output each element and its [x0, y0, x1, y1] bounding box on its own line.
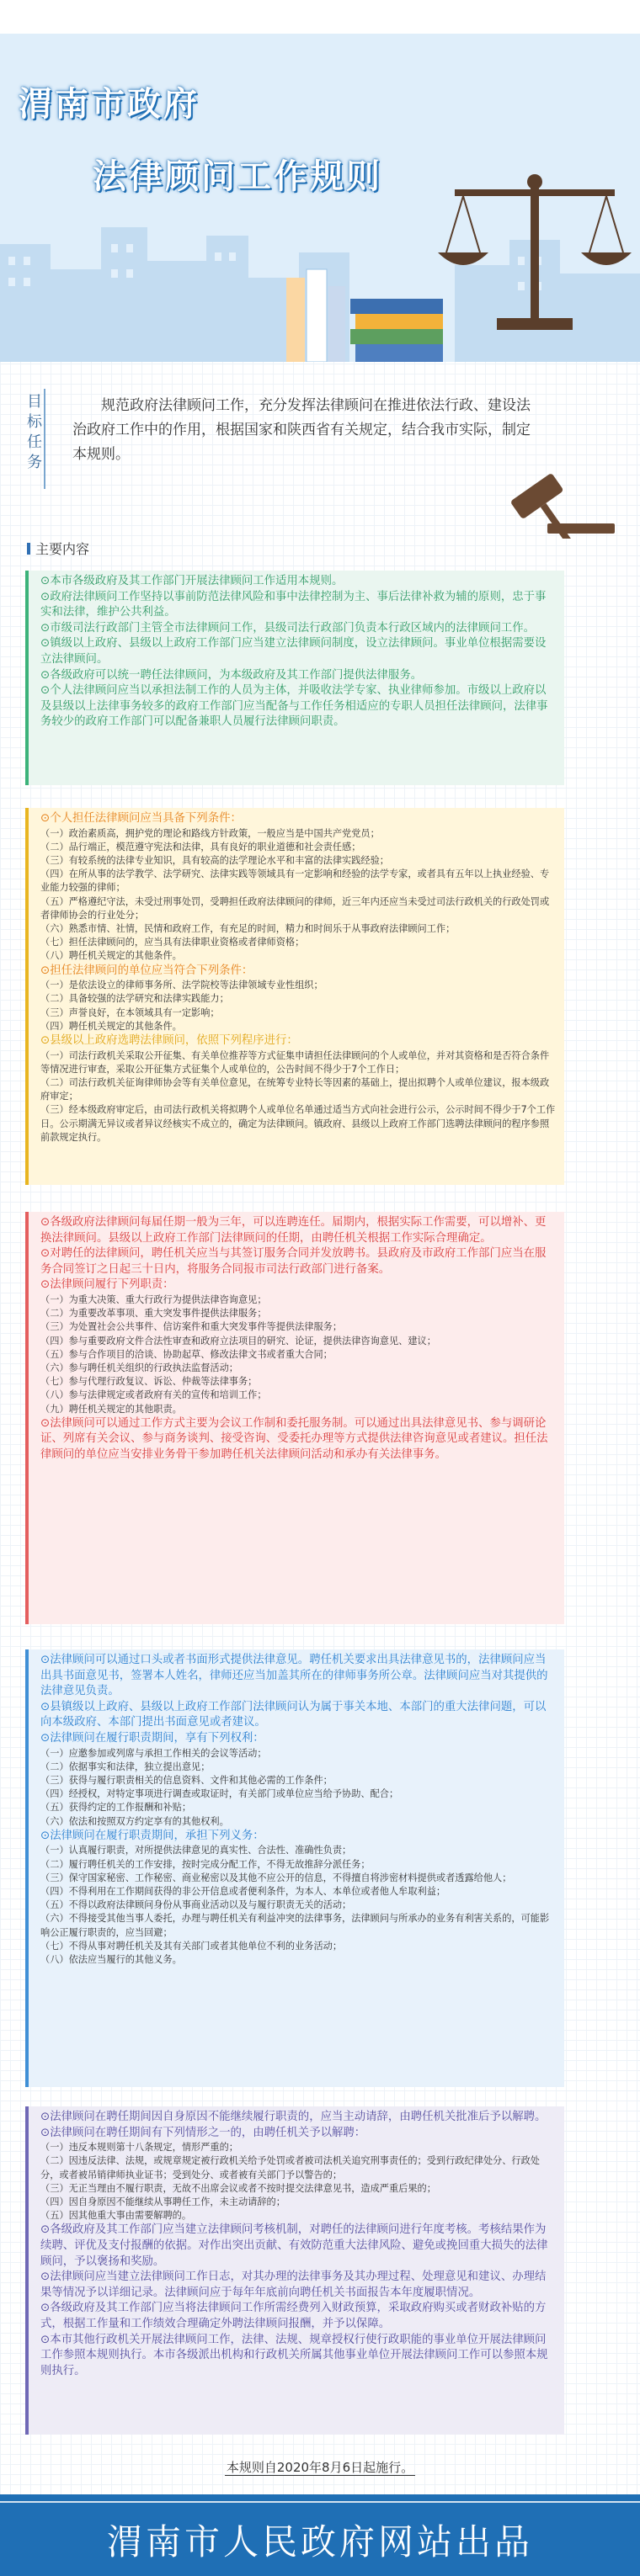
list-item: （一）为重大决策、重大行政行为提供法律咨询意见； — [40, 1293, 267, 1305]
paragraph: ⊙法律顾问可以通过口头或者书面形式提供法律意见。聘任机关要求出具法律意见书的，法律顾问应当出具书面意见书，签署本人姓名，律师还应当加盖其所在的律师事务所公章。法律顾问应当对其提供的法律意见负责。 — [40, 1654, 548, 1698]
list-item: （七）不得从事对聘任机关及其有关部门或者其他单位不利的业务活动； — [40, 1940, 343, 1952]
list-item: （四）聘任机关规定的其他条件。 — [40, 1020, 182, 1032]
list-item: （二）具备较强的法学研究和法律实践能力； — [40, 993, 229, 1005]
section-general-provisions — [25, 571, 564, 785]
list-item: （三）经本级政府审定后，由司法行政机关将拟聘个人或单位名单通过适当方式向社会进行公示，公示时间不得少于7个工作日。公示期满无异议或者异议经核实不成立的，确定为法律顾问。镇政府、县级以上政府工作部门选聘法律顾问的程序参照前款规定执行。 — [40, 1104, 556, 1143]
section-heading: ⊙法律顾问在聘任期间有下列情形之一的，由聘任机关予以解聘： — [40, 2126, 366, 2139]
gavel-icon — [497, 446, 623, 539]
list-item: （八）聘任机关规定的其他条件。 — [40, 950, 182, 962]
list-item: （一）司法行政机关采取公开征集、有关单位推荐等方式征集申请担任法律顾问的个人或单位，并对其资格和是否符合条件等情况进行审查，采取公开征集方式征集个人或单位的，公告时间不得少于7个工作日； — [40, 1049, 550, 1075]
title-city-government: 渭南市政府 — [19, 84, 200, 124]
list-item: （六）熟悉市情、社情，民情和政府工作，有充足的时间，精力和时间乐于从事政府法律顾问工作； — [40, 923, 456, 935]
target-label-char: 目 — [27, 393, 42, 411]
list-item: （一）是依法设立的律师事务所、法学院校等法律领域专业性组织； — [40, 980, 323, 991]
list-item: （三）有较系统的法律专业知识，具有较高的法学理论水平和丰富的法律实践经验； — [40, 855, 389, 866]
paragraph: ⊙本市其他行政机关开展法律顾问工作，法律、法规、规章授权行使行政职能的事业单位开展法律顾问工作参照本规则执行。本市各级派出机构和行政机关所属其他事业单位开展法律顾问工作可以参照本规则执行。 — [40, 2333, 548, 2377]
section-rights-and-obligations — [25, 1649, 564, 2087]
list-item: （二）品行端正，模范遵守宪法和法律，具有良好的职业道德和社会责任感； — [40, 841, 361, 852]
list-item: （二）履行聘任机关的工作安排，按时完成分配工作，不得无故推辞分派任务； — [40, 1858, 371, 1870]
paragraph: ⊙法律顾问应当建立法律顾问工作日志，对其办理的法律事务及其办理过程、处理意见和建议、办理结果等情况予以详细记录。法律顾问应于每年年底前向聘任机关书面报告本年度履职情况。 — [40, 2271, 547, 2299]
list-item: （九）聘任机关规定的其他职责。 — [40, 1403, 182, 1415]
paragraph: ⊙法律顾问可以通过工作方式主要为会议工作制和委托服务制。可以通过出具法律意见书、参与调研论证、列席有关会议、参与商务谈判、接受咨询、受委托办理等方式提供法律咨询意见或者建议。担任法律顾问的单位应当安排业务骨干参加聘任机关法律顾问活动和承办有关法律事务。 — [40, 1416, 548, 1461]
effective-date-text: 本规则自2020年8月6日起施行。 — [226, 2460, 414, 2475]
list-item: （六）不得接受其他当事人委托，办理与聘任机关有利益冲突的法律事务，法律顾问与所承办的业务有利害关系的，可能影响公正履行职责的，应当回避； — [40, 1913, 550, 1938]
paragraph: ⊙各级政府法律顾问每届任期一般为三年，可以连聘连任。届期内，根据实际工作需要，可以增补、更换法律顾问。县级以上政府工作部门法律顾问的任期，由聘任机关根据工作实际合理确定。 — [40, 1216, 547, 1245]
list-item: （七）参与代理行政复议、诉讼、仲裁等法律事务； — [40, 1376, 258, 1388]
list-item: （二）依据事实和法律，独立提出意见； — [40, 1761, 211, 1772]
scales-of-justice-icon — [438, 160, 632, 337]
main-content-title-text: 主要内容 — [35, 541, 90, 557]
list-item: （八）依法应当履行的其他义务。 — [40, 1954, 182, 1965]
list-item: （五）不得以政府法律顾问身份从事商业活动以及与履行职责无关的活动； — [40, 1899, 352, 1911]
section-heading: ⊙法律顾问在履行职责期间，享有下列权利： — [40, 1731, 264, 1745]
paragraph: ⊙市级司法行政部门主管全市法律顾问工作，县级司法行政部门负责本行政区域内的法律顾问工作。 — [40, 621, 536, 635]
list-item: （五）因其他重大事由需要解聘的。 — [40, 2210, 192, 2222]
list-item: （二）为重要改革事项、重大突发事件提供法律服务； — [40, 1308, 267, 1320]
books-illustration — [278, 261, 455, 362]
list-item: （一）认真履行职责，对所提供法律意见的真实性、合法性、准确性负责； — [40, 1845, 352, 1856]
section-heading: ⊙个人担任法律顾问应当具备下列条件： — [40, 812, 242, 825]
list-item: （四）经授权，对特定事项进行调查或取证时，有关部门或单位应当给予协助、配合； — [40, 1788, 399, 1800]
title-rules: 法律顾问工作规则 — [93, 157, 382, 196]
list-item: （三）无正当理由不履行职责，无故不出席会议或者不按时提交法律意见书，造成严重后果的； — [40, 2182, 436, 2194]
paragraph: ⊙镇级以上政府、县级以上政府工作部门应当建立法律顾问制度，设立法律顾问。事业单位根据需要设立法律顾问。 — [40, 637, 547, 666]
header-banner — [0, 0, 640, 362]
list-item: （三）获得与履行职责相关的信息资料、文件和其他必需的工作条件； — [40, 1774, 333, 1786]
section-qualifications — [25, 808, 564, 1185]
paragraph: ⊙个人法律顾问应当以承担法制工作的人员为主体，并吸收法学专家、执业律师参加。市级以上政府以及县级以上法律事务较多的政府工作部门应当配备与工作任务相适应的专职人员担任法律顾问，法律事务较少的政府工作部门可以配备兼职人员履行法律顾问职责。 — [40, 684, 548, 729]
paragraph: ⊙县镇级以上政府、县级以上政府工作部门法律顾问认为属于事关本地、本部门的重大法律问题，可以向本级政府、本部门提出书面意见或者建议。 — [40, 1700, 547, 1729]
list-item: （四）因自身原因不能继续从事聘任工作，未主动请辞的； — [40, 2196, 285, 2207]
list-item: （二）因违反法律、法规，或规章规定被行政机关给予处罚或者被司法机关追究刑事责任的；受到行政纪律处分、行政处分，或者被吊销律师执业证书；受到处分、或者被有关部门予以警告的； — [40, 2155, 540, 2180]
paragraph: ⊙各级政府可以统一聘任法律顾问，为本级政府及其工作部门提供法律服务。 — [40, 668, 423, 682]
section-heading: ⊙担任法律顾问的单位应当符合下列条件： — [40, 964, 253, 977]
list-item: （一）违反本规则第十八条规定，情形严重的； — [40, 2142, 238, 2154]
paragraph: ⊙法律顾问在聘任期间因自身原因不能继续履行职责的，应当主动请辞，由聘任机关批准后予以解聘。 — [40, 2111, 547, 2123]
list-item: （七）担任法律顾问的，应当具有法律职业资格或者律师资格； — [40, 937, 305, 948]
paragraph: ⊙政府法律顾问工作坚持以事前防范法律风险和事中法律控制为主、事后法律补救为辅的原则，忠于事实和法律，维护公共利益。 — [40, 590, 547, 619]
effective-date-notice — [0, 2458, 640, 2476]
list-item: （三）保守国家秘密、工作秘密、商业秘密以及其他不应公开的信息，不得擅自将涉密材料提供或者透露给他人； — [40, 1872, 512, 1883]
list-item: （四）在所从事的法学教学、法学研究、法律实践等领域具有一定影响和经验的法学专家，或者具有五年以上执业经验、专业能力较强的律师； — [40, 868, 550, 894]
footer-divider — [0, 2501, 640, 2503]
list-item: （四）不得利用在工作期间获得的非公开信息或者便利条件，为本人、本单位或者他人牟取利益； — [40, 1885, 446, 1897]
section-heading: ⊙法律顾问在履行职责期间，承担下列义务： — [40, 1829, 264, 1842]
list-item: （一）政治素质高，拥护党的理论和路线方针政策，一般应当是中国共产党党员； — [40, 827, 380, 839]
target-label — [25, 389, 45, 489]
list-item: （一）应邀参加或列席与承担工作相关的会议等活动； — [40, 1747, 267, 1759]
target-label-char: 标 — [27, 413, 42, 431]
target-text: 规范政府法律顾问工作，充分发挥法律顾问在推进依法行政、建设法治政府工作中的作用，根据国家和陕西省有关规定，结合我市实际，制定本规则。 — [72, 397, 531, 463]
list-item: （三）为处置社会公共事件、信访案件和重大突发事件等提供法律服务； — [40, 1321, 343, 1333]
section-term-and-duties — [25, 1212, 564, 1624]
target-label-char: 务 — [27, 454, 42, 471]
list-item: （六）依法和按照双方约定享有的其他权利。 — [40, 1815, 229, 1827]
section-heading: ⊙县级以上政府选聘法律顾问，依照下列程序进行： — [40, 1034, 298, 1048]
target-label-char: 任 — [27, 433, 42, 451]
list-item: （四）参与重要政府文件合法性审查和政府立法项目的研究、论证，提供法律咨询意见、建议； — [40, 1335, 436, 1346]
header-top-stripe — [0, 0, 640, 34]
list-item: （五）获得约定的工作报酬和补贴； — [40, 1802, 192, 1814]
section-dismissal-and-assessment — [25, 2106, 564, 2435]
list-item: （五）参与合作项目的洽谈、协助起草、修改法律文书或者重大合同； — [40, 1348, 333, 1360]
footer-banner — [0, 2494, 640, 2576]
target-section — [25, 389, 547, 486]
list-item: （八）参与法律规定或者政府有关的宣传和培训工作； — [40, 1389, 267, 1401]
footer-credit: 渭南市人民政府网站出品 — [106, 2521, 533, 2563]
list-item: （六）参与聘任机关组织的行政执法监督活动； — [40, 1362, 238, 1373]
paragraph: ⊙各级政府及其工作部门应当将法律顾问工作所需经费列入财政预算，采取政府购买或者财政补贴的方式，根据工作量和工作绩效合理确定外聘法律顾问报酬，并予以保障。 — [40, 2302, 547, 2330]
list-item: （二）司法行政机关征询律师协会等有关单位意见，在统筹专业特长等因素的基础上，提出拟聘个人或单位建议，报本级政府审定； — [40, 1077, 550, 1102]
main-content-title — [27, 539, 89, 558]
paragraph: ⊙各级政府及其工作部门应当建立法律顾问考核机制，对聘任的法律顾问进行年度考核。考核结果作为续聘、评优及支付报酬的依据。对作出突出贡献、有效防范重大法律风险、避免或挽回重大损失的法律顾问，予以褒扬和奖励。 — [40, 2223, 548, 2268]
section-heading: ⊙法律顾问履行下列职责： — [40, 1278, 174, 1292]
title-bar-marker — [27, 543, 30, 555]
list-item: （三）声誉良好，在本领域具有一定影响； — [40, 1006, 220, 1018]
paragraph: ⊙本市各级政府及其工作部门开展法律顾问工作适用本规则。 — [40, 575, 344, 587]
paragraph: ⊙对聘任的法律顾问，聘任机关应当与其签订服务合同并发放聘书。县政府及市政府工作部门应当在服务合同签订之日起三十日内，将服务合同报市司法行政部门进行备案。 — [40, 1247, 547, 1276]
list-item: （五）严格遵纪守法，未受过刑事处罚，受聘担任政府法律顾问的律师，近三年内还应当未受过司法行政机关的行政处罚或者律师协会的行业处分； — [40, 895, 550, 921]
